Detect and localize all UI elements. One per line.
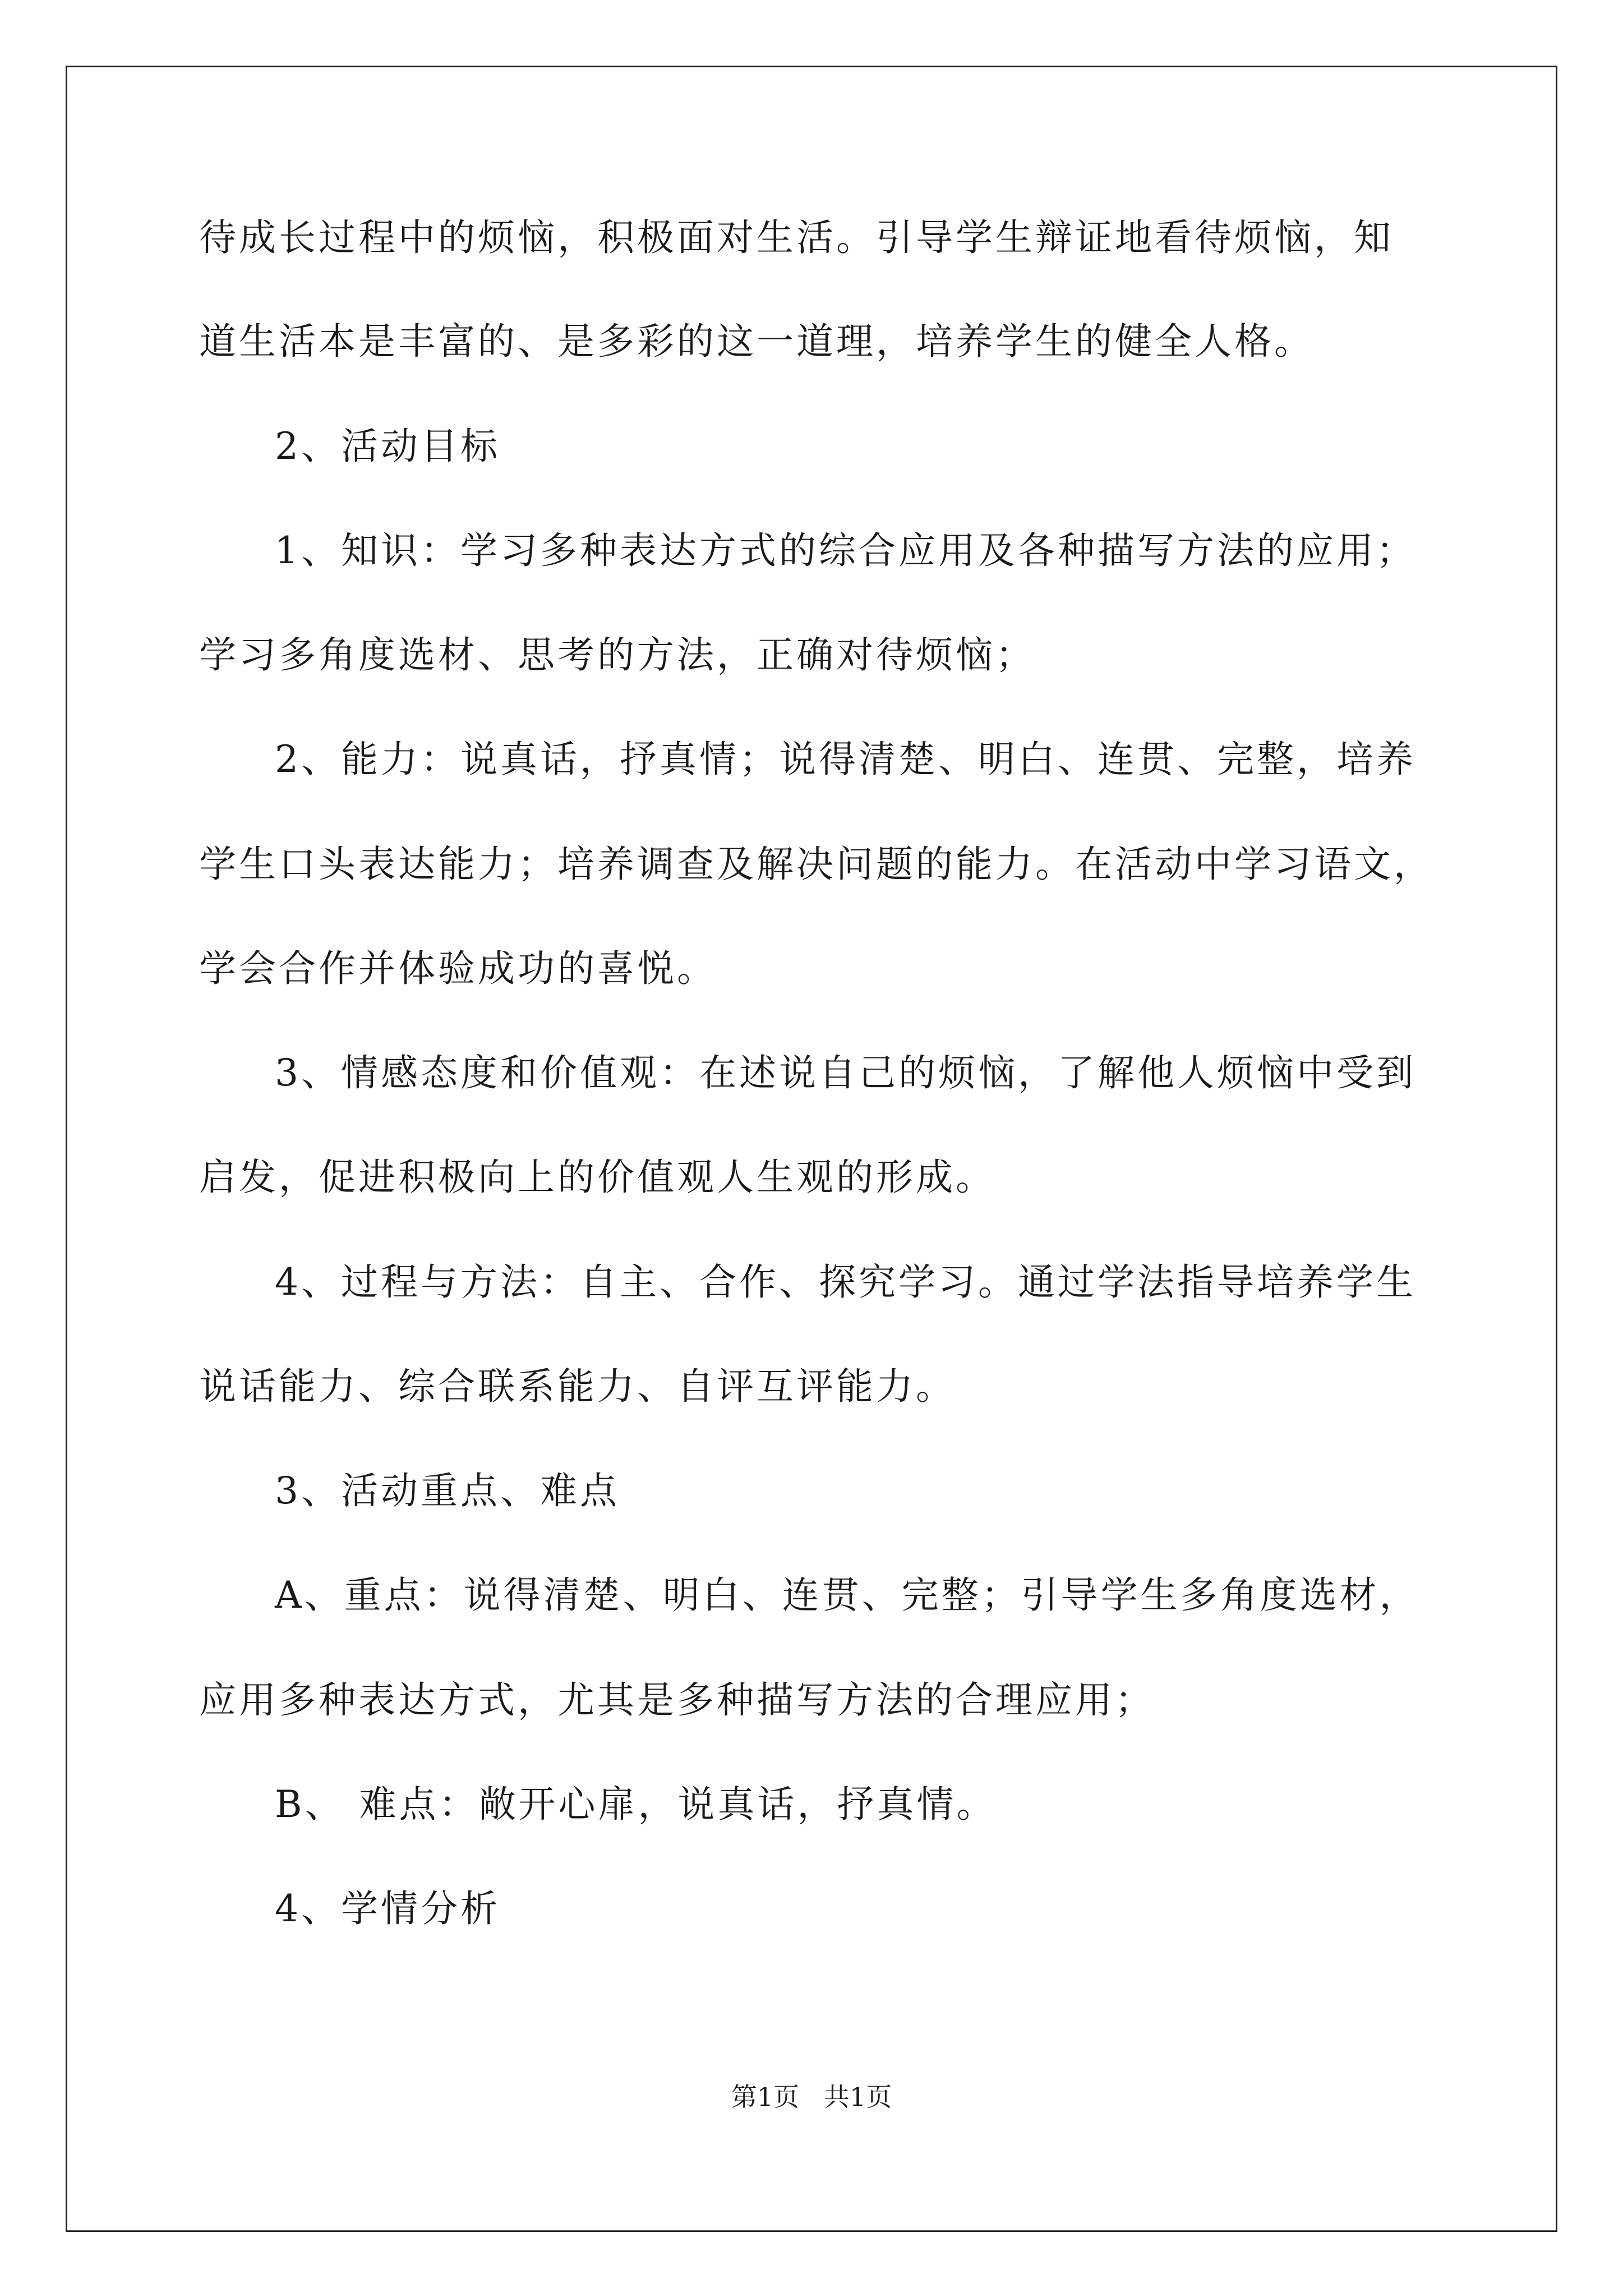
paragraph-line-7: 学生口头表达能力；培养调查及解决问题的能力。在活动中学习语文， [199, 843, 1433, 886]
paragraph-line-key-point-a: A、重点：说得清楚、明白、连贯、完整；引导学生多角度选材， [275, 1573, 1419, 1617]
paragraph-line-8: 学会合作并体验成功的喜悦。 [199, 947, 717, 990]
section-heading-activity-goals: 2、活动目标 [275, 425, 500, 468]
paragraph-line-values: 3、情感态度和价值观：在述说自己的烦恼，了解他人烦恼中受到 [275, 1051, 1416, 1094]
section-heading-learner-analysis: 4、学情分析 [275, 1887, 500, 1930]
paragraph-line-knowledge: 1、知识：学习多种表达方式的综合应用及各种描写方法的应用； [275, 529, 1416, 572]
paragraph-line-process: 4、过程与方法：自主、合作、探究学习。通过学法指导培养学生 [275, 1260, 1416, 1304]
paragraph-line-difficulty-b: B、 难点：敞开心扉，说真话，抒真情。 [275, 1783, 997, 1826]
section-heading-key-points: 3、活动重点、难点 [275, 1469, 620, 1512]
page-number-footer: 第1页 共1页 [731, 2082, 892, 2112]
paragraph-line-ability: 2、能力：说真话，抒真情；说得清楚、明白、连贯、完整，培养 [275, 738, 1416, 781]
paragraph-line-1: 待成长过程中的烦恼，积极面对生活。引导学生辩证地看待烦恼，知 [199, 216, 1394, 259]
paragraph-line-10: 启发，促进积极向上的价值观人生观的形成。 [199, 1156, 995, 1199]
paragraph-line-5: 学习多角度选材、思考的方法，正确对待烦恼； [199, 633, 1035, 677]
paragraph-line-2: 道生活本是丰富的、是多彩的这一道理，培养学生的健全人格。 [199, 320, 1314, 363]
paragraph-line-12: 说话能力、综合联系能力、自评互评能力。 [199, 1365, 956, 1408]
paragraph-line-15: 应用多种表达方式，尤其是多种描写方法的合理应用； [199, 1678, 1155, 1722]
